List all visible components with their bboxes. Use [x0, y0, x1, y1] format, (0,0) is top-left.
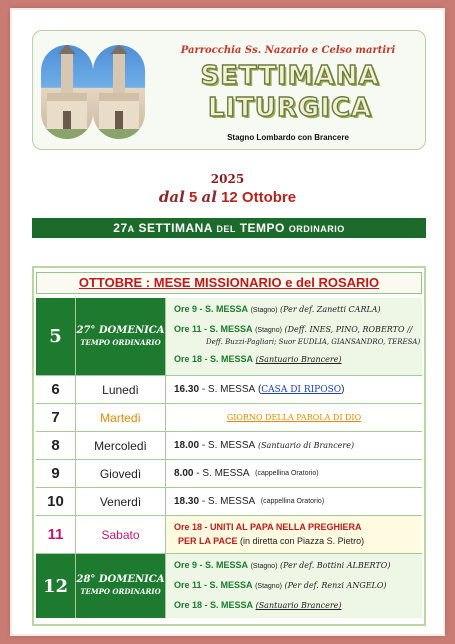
event: 18.00 - S. MESSA (Santuario di Brancere) — [174, 440, 355, 451]
table-row — [36, 404, 422, 432]
day-number: 12 — [36, 554, 76, 618]
sunday-label: 28° DOMENICA TEMPO ORDINARIO — [76, 554, 166, 618]
day-name: Giovedì — [76, 460, 166, 487]
table-row — [36, 376, 422, 404]
event: Ore 18 - UNITI AL PAPA NELLA PREGHIERA PER LA PACE (in diretta con Piazza S. Pietro) — [166, 516, 422, 553]
location-subtitle: Stagno Lombardo con Brancere — [227, 133, 349, 142]
sunday-events: Ore 9 - S. MESSA (Stagno) (Per def. Zanetti CARLA) Ore 11 - S. MESSA (Stagno) (Deff. INES, PINO, ROBERTO // Deff. Buzzi-Pagliari; Suor EUDLIA, GIANSANDRO, TERESA) Ore 18 - S. MESSA (Santuario Brancere) — [174, 304, 421, 364]
table-row — [36, 554, 422, 618]
week-banner: 27A SETTIMANA DEL TEMPO ORDINARIO — [32, 218, 426, 238]
table-row — [36, 298, 422, 376]
day-name: Venerdì — [76, 488, 166, 515]
table-title: OTTOBRE : MESE MISSIONARIO e del ROSARIO — [36, 272, 422, 294]
title-liturgica: LITURGICA — [207, 93, 373, 123]
table-row — [36, 460, 422, 488]
schedule-table — [32, 266, 426, 626]
page-sheet — [12, 10, 443, 634]
event: GIORNO DELLA PAROLA DI DIO — [226, 413, 362, 422]
day-name: Mercoledì — [76, 432, 166, 459]
sunday-events: Ore 9 - S. MESSA (Stagno) (Per def. Bottini ALBERTO) Ore 11 - S. MESSA (Stagno) (Per def. Renzi ANGELO) Ore 18 - S. MESSA (Santuario Brancere) — [174, 560, 391, 610]
event: 16.30 - S. MESSA ( CASA DI RIPOSO ) — [174, 384, 345, 395]
day-number: 10 — [36, 488, 76, 515]
day-number: 5 — [36, 298, 76, 375]
date-range: dal 5 al 12 Ottobre — [158, 188, 297, 206]
day-number: 9 — [36, 460, 76, 487]
title-settimana: SETTIMANA — [200, 61, 380, 91]
day-name: Lunedì — [76, 376, 166, 403]
day-number: 7 — [36, 404, 76, 431]
sunday-label: 27° DOMENICA TEMPO ORDINARIO — [76, 298, 166, 375]
table-row — [36, 488, 422, 516]
day-number: 8 — [36, 432, 76, 459]
year: 2025 — [210, 172, 245, 186]
parish-name: Parrocchia Ss. Nazario e Celso martiri — [180, 45, 396, 56]
day-number: 6 — [36, 376, 76, 403]
church-photo-right — [93, 45, 145, 139]
church-photos — [41, 45, 145, 139]
header-box — [32, 30, 426, 150]
table-row — [36, 516, 422, 554]
church-photo-left — [41, 45, 93, 139]
table-row — [36, 432, 422, 460]
day-number: 11 — [36, 516, 76, 553]
day-name: Martedì — [76, 404, 166, 431]
day-name: Sabato — [76, 516, 166, 553]
event: 18.30 - S. MESSA (cappellina Oratorio) — [174, 496, 325, 507]
event: 8.00 - S. MESSA (cappellina Oratorio) — [174, 468, 319, 479]
